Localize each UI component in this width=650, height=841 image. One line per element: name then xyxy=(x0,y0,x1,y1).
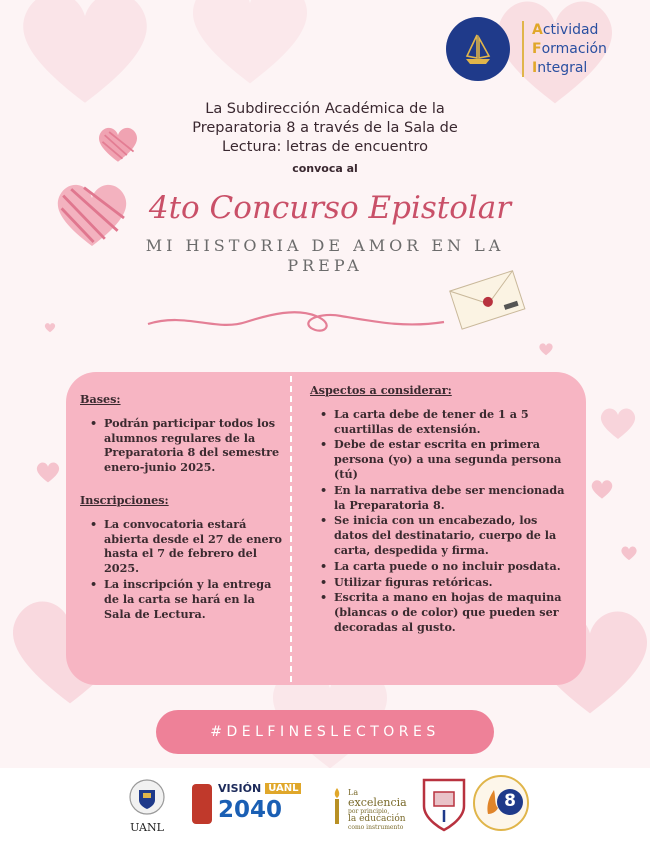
footer-logos xyxy=(0,768,650,841)
torch-icon xyxy=(330,786,344,831)
background-heart-icon xyxy=(598,405,638,441)
background-heart-icon xyxy=(44,322,56,333)
logo-word-actividad: ctividad xyxy=(542,21,599,38)
list-item: • La carta puede o no incluir posdata. xyxy=(320,559,572,574)
list-item: • La carta debe de tener de 1 a 5 cuartillas de extensión. xyxy=(320,407,572,437)
panel-divider xyxy=(290,376,292,682)
list-item: • En la narrativa debe ser mencionada la Preparatoria 8. xyxy=(320,483,572,513)
logo-initial-i: I xyxy=(532,59,538,76)
logo-initial-a: A xyxy=(532,21,543,38)
list-item: • Se inicia con un encabezado, los datos del destinatario, cuerpo de la carta, despedida y firma. xyxy=(320,513,572,557)
contest-title: 4to Concurso Epistolar xyxy=(148,190,512,226)
vision-year: 2040 xyxy=(218,797,283,823)
intro-line: La Subdirección Académica de la xyxy=(205,101,445,117)
excelencia-line: excelencia xyxy=(348,796,407,809)
right-column xyxy=(310,383,572,636)
subtitle-line: MI HISTORIA DE AMOR EN LA xyxy=(145,236,505,255)
excelencia-line: por principio, xyxy=(348,808,390,815)
logo-initial-f: F xyxy=(532,40,542,57)
bases-list xyxy=(80,416,285,475)
hashtag-banner: #DELFINESLECTORES xyxy=(156,710,494,754)
intro-line: Lectura: letras de encuentro xyxy=(222,139,428,155)
decorative-squiggle-line xyxy=(146,302,446,345)
left-column xyxy=(80,392,285,639)
vision-torch-icon xyxy=(192,784,212,824)
background-heart-icon xyxy=(620,545,638,561)
list-item: • La convocatoria estará abierta desde el 27 de enero hasta el 7 de febrero del 2025. xyxy=(90,517,285,576)
list-item: • La inscripción y la entrega de la carta se hará en la Sala de Lectura. xyxy=(90,577,285,621)
vision-2040-logo xyxy=(192,782,304,828)
aspectos-list xyxy=(310,407,572,635)
list-item: • Podrán participar todos los alumnos regulares de la Preparatoria 8 del semestre enero-junio 2025. xyxy=(90,416,285,475)
logo-word-formacion: ormación xyxy=(541,40,607,57)
list-item: • Debe de estar escrita en primera persona (yo) a una segunda persona (tú) xyxy=(320,437,572,481)
excelencia-text xyxy=(348,788,407,831)
preparatoria-shield-logo xyxy=(420,776,468,832)
excelencia-line: la educación xyxy=(348,814,406,824)
aspectos-heading: Aspectos a considerar: xyxy=(310,383,452,397)
excelencia-line: como instrumento xyxy=(348,824,404,831)
excelencia-logo xyxy=(326,782,406,830)
list-item: • Escrita a mano en hojas de maquina (blancas o de color) que pueden ser decoradas al gusto. xyxy=(320,590,572,634)
background-heart-icon xyxy=(35,460,61,484)
prepa-8-anniversary-logo xyxy=(472,774,530,832)
excelencia-line: La xyxy=(348,788,359,797)
bases-heading: Bases: xyxy=(80,392,121,406)
intro-text xyxy=(150,100,500,157)
list-item: • Utilizar figuras retóricas. xyxy=(320,575,572,590)
actividad-formacion-integral-logo xyxy=(446,16,636,82)
subtitle-line: PREPA xyxy=(287,256,363,275)
ship-emblem-icon xyxy=(446,17,510,81)
logo-divider xyxy=(522,21,524,77)
envelope-icon xyxy=(446,268,528,335)
convoca-text: convoca al xyxy=(292,162,358,175)
inscripciones-list xyxy=(80,517,285,622)
background-heart-icon xyxy=(150,0,350,90)
intro-line: Preparatoria 8 a través de la Sala de xyxy=(192,120,458,136)
uanl-label: UANL xyxy=(130,821,164,834)
inscripciones-heading: Inscripciones: xyxy=(80,492,169,507)
scribble-heart-small-icon xyxy=(95,124,141,164)
prepa-number: 8 xyxy=(504,791,516,811)
vision-badge: UANL xyxy=(265,783,301,794)
background-heart-icon xyxy=(538,342,554,356)
logo-text xyxy=(532,21,607,78)
vision-label: VISIÓN xyxy=(218,782,262,795)
background-heart-icon xyxy=(590,478,614,500)
logo-word-integral: ntegral xyxy=(537,59,588,76)
uanl-logo xyxy=(122,778,172,834)
